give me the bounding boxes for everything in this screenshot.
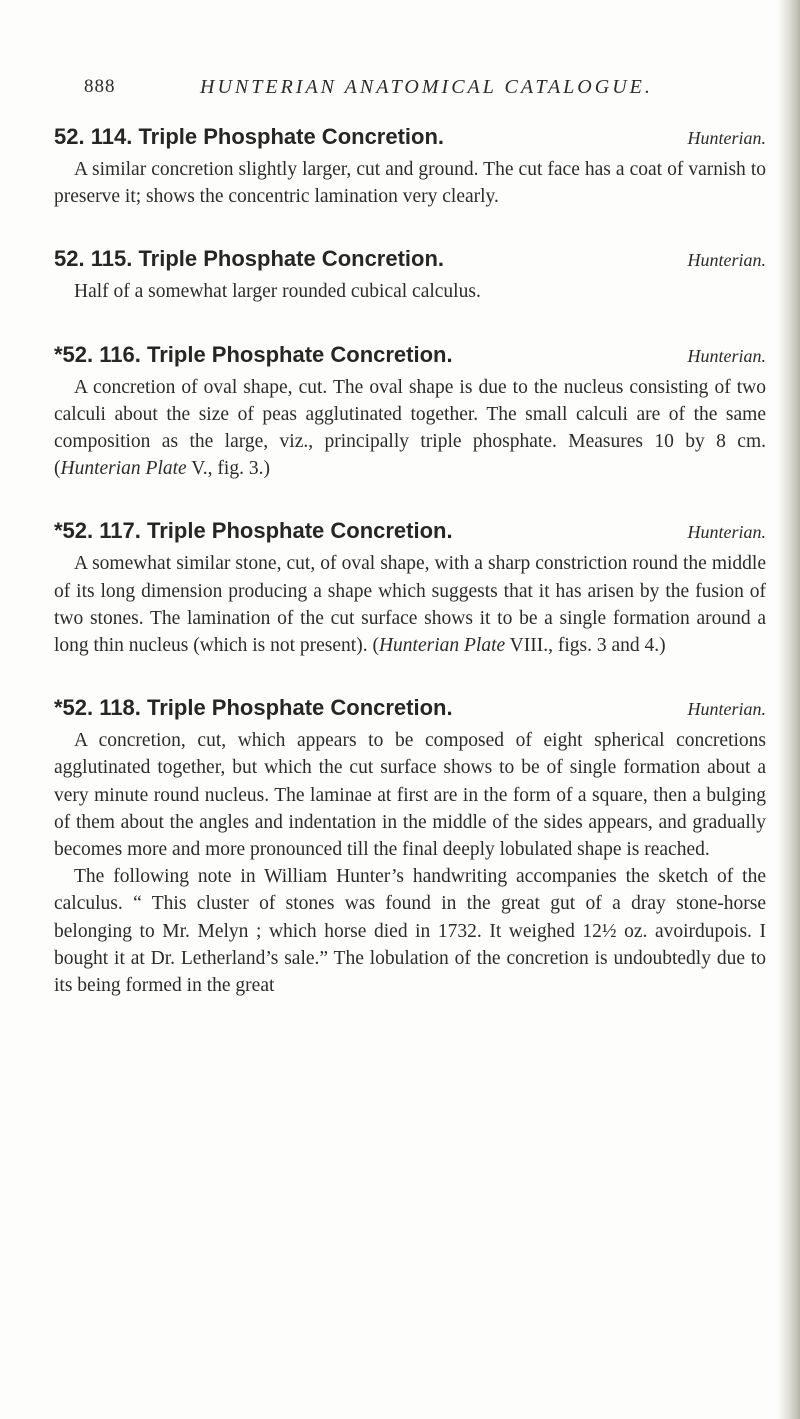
entry-heading [54, 518, 766, 550]
page-edge-shadow [778, 0, 800, 1419]
entry-title [54, 518, 453, 544]
entry-description: A similar concretion slightly larger, cut and ground. The cut face has a coat of varnish to preserve it; shows the concentric lamination very clearly. [54, 159, 766, 208]
catalogue-entry-52-117 [54, 518, 766, 659]
description-text: A somewhat similar stone, cut, of oval shape, with a sharp constriction round the middle of its long dimension producing a shape which suggests that it has arisen by the fusion of two stones. The lamination of the cut surface shows it to be a single formation around a long thin nucleus (which is not present). [54, 553, 766, 657]
entry-title-text: Triple Phosphate Concretion. [147, 695, 453, 721]
running-title: HUNTERIAN ANATOMICAL CATALOGUE. [200, 76, 653, 98]
entry-number: *52. 116. [54, 341, 141, 367]
entry-number: *52. 117. [54, 518, 141, 544]
plate-reference: (Hunterian Plate VIII., figs. 3 and 4.) [372, 635, 666, 657]
entry-source: Hunterian. [687, 128, 766, 148]
plate-reference: (Hunterian Plate V., fig. 3.) [54, 458, 270, 480]
entry-description: Half of a somewhat larger rounded cubical calculus. [74, 281, 481, 303]
entry-description [54, 374, 766, 483]
running-head [54, 64, 766, 104]
entry-description: A concretion, cut, which appears to be composed of eight spherical concretions agglutinated together, but which the cut surface shows to be of single formation about a very minute round nucleus. The laminae at first are in the form of a square, then a bulging of them about the angles and indentation in the middle of the sides appears, and gradually becomes more and more pronounced till the final deeply lobulated shape is reached. [54, 730, 766, 861]
page-content [54, 64, 766, 1035]
entry-heading [54, 342, 766, 374]
entry-number: *52. 118. [54, 695, 141, 721]
entry-title [54, 246, 444, 272]
entry-title [54, 695, 453, 721]
entry-description [54, 550, 766, 659]
entry-heading [54, 695, 766, 727]
entry-number: 52. 114. [54, 124, 133, 149]
entry-source: Hunterian. [687, 522, 766, 543]
entry-heading [54, 124, 766, 156]
catalogue-entry-52-116 [54, 342, 766, 483]
entry-title-text: Triple Phosphate Concretion. [147, 518, 453, 544]
entry-heading [54, 246, 766, 278]
entry-title-text: Triple Phosphate Concretion. [138, 124, 445, 149]
entry-source: Hunterian. [687, 345, 766, 366]
catalogue-entry-52-115 [54, 246, 766, 305]
entry-number: 52. 115. [54, 246, 133, 272]
entry-title-text: Triple Phosphate Concretion. [147, 341, 453, 367]
description-text: A concretion of oval shape, cut. The oval shape is due to the nucleus consisting of two calculi about the size of peas agglutinated together. The small calculi are of the same composition as the large, viz., principally triple phosphate. Measures 10 by 8 cm. [54, 376, 766, 453]
entry-note: The following note in William Hunter’s handwriting accompanies the sketch of the calculus. “ This cluster of stones was found in the great gut of a dray stone-horse belonging to Mr. Melyn ; which horse died in 1732. It weighed 12½ oz. avoirdupois. I bought it at Dr. Letherland’s sale.” The lobulation of the concretion is undoubtedly due to its being formed in the great [54, 866, 766, 997]
entry-title [54, 342, 453, 368]
catalogue-entry-52-118 [54, 695, 766, 999]
catalogue-entry-52-114 [54, 124, 766, 210]
page-number: 888 [84, 76, 116, 97]
entry-title-text: Triple Phosphate Concretion. [138, 246, 445, 272]
entry-source: Hunterian. [687, 699, 766, 720]
entry-title [54, 124, 444, 150]
entry-source: Hunterian. [687, 250, 766, 271]
